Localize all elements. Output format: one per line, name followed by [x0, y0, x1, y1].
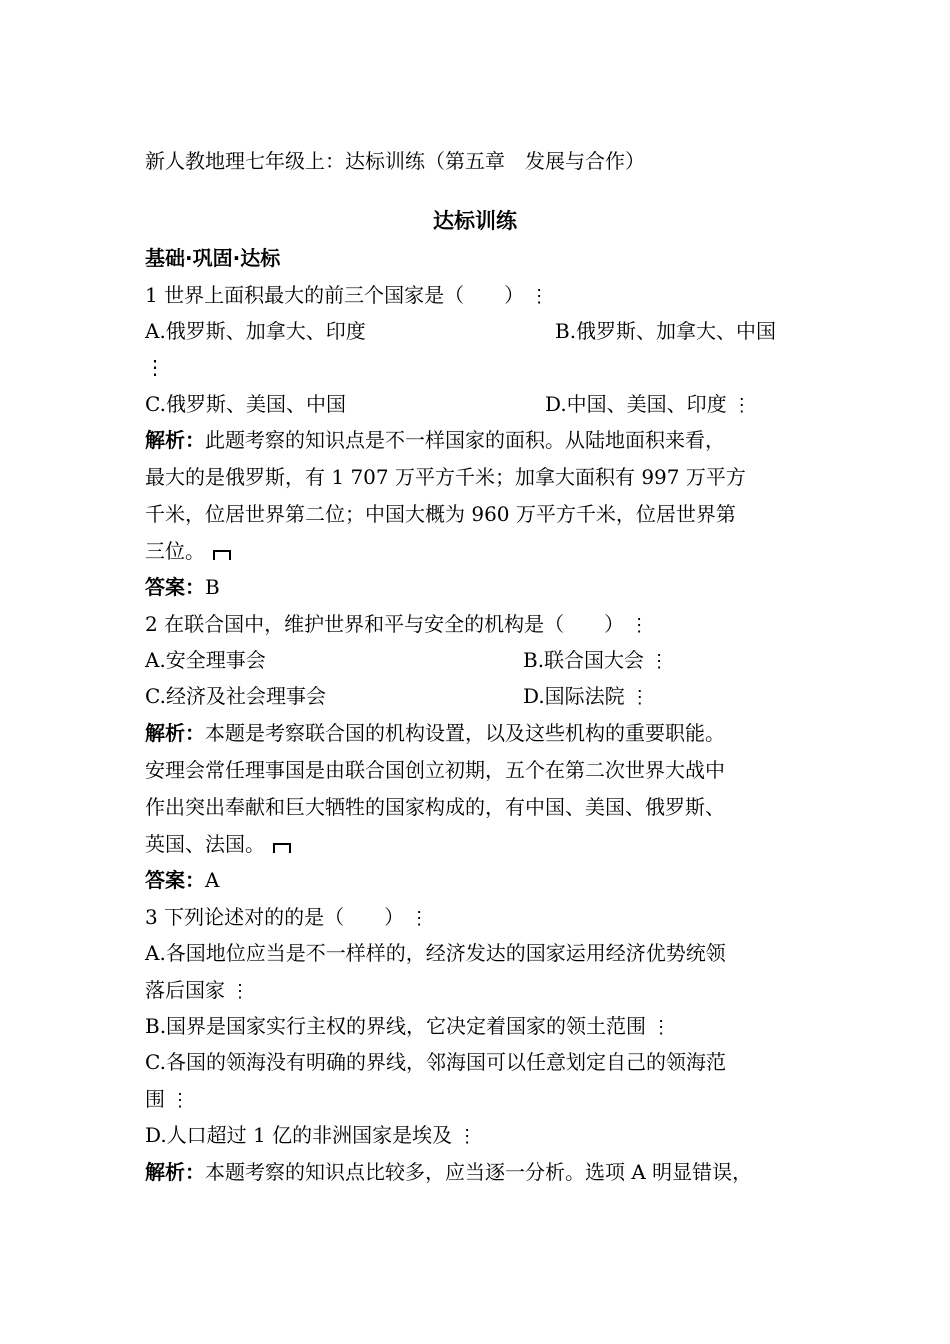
question-3-option-d: D.人口超过 1 亿的非洲国家是埃及 ⋮ — [145, 1122, 476, 1150]
text-mark-icon: ⋮ — [652, 1017, 671, 1038]
text-mark-icon: ⋮ — [630, 615, 649, 636]
question-3-option-c: C.各国的领海没有明确的界线，邻海国可以任意划定自己的领海范 — [145, 1050, 726, 1074]
question-3-stem: 3 下列论述对的的是（ ） ⋮ — [145, 904, 428, 932]
explanation-label: 解析： — [145, 721, 205, 745]
question-1-explanation-line: 三位。 — [145, 538, 231, 564]
text-mark-icon: ⋮ — [530, 286, 549, 307]
paragraph-mark-icon — [273, 843, 291, 855]
question-1-explanation-line: 千米，位居世界第二位；中国大概为 960 万平方千米，位居世界第 — [145, 502, 736, 526]
question-2-answer: 答案：A — [145, 868, 220, 892]
question-2-explanation-line: 作出突出奉献和巨大牺牲的国家构成的，有中国、美国、俄罗斯、 — [145, 795, 725, 819]
paragraph-mark-icon — [213, 550, 231, 562]
question-3-option-a: A.各国地位应当是不一样样的，经济发达的国家运用经济优势统领 — [145, 941, 726, 965]
answer-label: 答案： — [145, 575, 205, 599]
question-2-stem: 2 在联合国中，维护世界和平与安全的机构是（ ） ⋮ — [145, 611, 648, 639]
question-2-option-c: C.经济及社会理事会 — [145, 684, 326, 708]
question-2-option-b: B.联合国大会 ⋮ — [523, 647, 668, 675]
question-1-option-a: A.俄罗斯、加拿大、印度 — [145, 319, 366, 343]
question-1-stem: 1 世界上面积最大的前三个国家是（ ） ⋮ — [145, 282, 548, 310]
question-2-option-d: D.国际法院 ⋮ — [523, 683, 649, 711]
question-1-option-c: C.俄罗斯、美国、中国 — [145, 392, 346, 416]
question-2-explanation-line: 安理会常任理事国是由联合国创立初期，五个在第二次世界大战中 — [145, 758, 725, 782]
subsection-heading: 基础·巩固·达标 — [145, 246, 281, 270]
question-3-option-a-cont: 落后国家 ⋮ — [145, 977, 249, 1005]
text-mark-icon: ⋮ — [630, 687, 649, 708]
question-1-explanation: 解析：此题考察的知识点是不一样国家的面积。从陆地面积来看， — [145, 428, 725, 452]
question-2-explanation-line: 英国、法国。 — [145, 831, 291, 857]
explanation-label: 解析： — [145, 428, 205, 452]
text-mark-icon: ⋮ — [410, 908, 429, 929]
text-mark-icon: ⋮ — [231, 981, 249, 1002]
question-1-option-d: D.中国、美国、印度 ⋮ — [545, 391, 751, 419]
answer-label: 答案： — [145, 868, 205, 892]
question-2-option-a: A.安全理事会 — [145, 648, 266, 672]
text-mark-icon: ⋮ — [650, 651, 669, 672]
section-heading: 达标训练 — [433, 209, 517, 233]
question-2-explanation: 解析：本题是考察联合国的机构设置，以及这些机构的重要职能。 — [145, 721, 725, 745]
text-mark-icon: ⋮ — [732, 395, 751, 416]
explanation-label: 解析： — [145, 1160, 205, 1184]
question-3-option-b: B.国界是国家实行主权的界线，它决定着国家的领土范围 ⋮ — [145, 1013, 670, 1041]
question-1-explanation-line: 最大的是俄罗斯，有 1 707 万平方千米；加拿大面积有 997 万平方 — [145, 465, 746, 489]
text-mark-icon: ⋮ — [171, 1090, 189, 1111]
question-1-option-b: B.俄罗斯、加拿大、中国 — [555, 319, 777, 343]
question-1-answer: 答案：B — [145, 575, 220, 599]
question-3-explanation: 解析：本题考察的知识点比较多，应当逐一分析。选项 A 明显错误， — [145, 1160, 753, 1184]
text-mark-icon: ⋮ — [458, 1126, 477, 1147]
question-3-option-c-cont: 围 ⋮ — [145, 1086, 189, 1114]
text-mark-icon: ⋮ — [145, 355, 165, 379]
document-title: 新人教地理七年级上：达标训练（第五章 发展与合作） — [145, 149, 645, 173]
